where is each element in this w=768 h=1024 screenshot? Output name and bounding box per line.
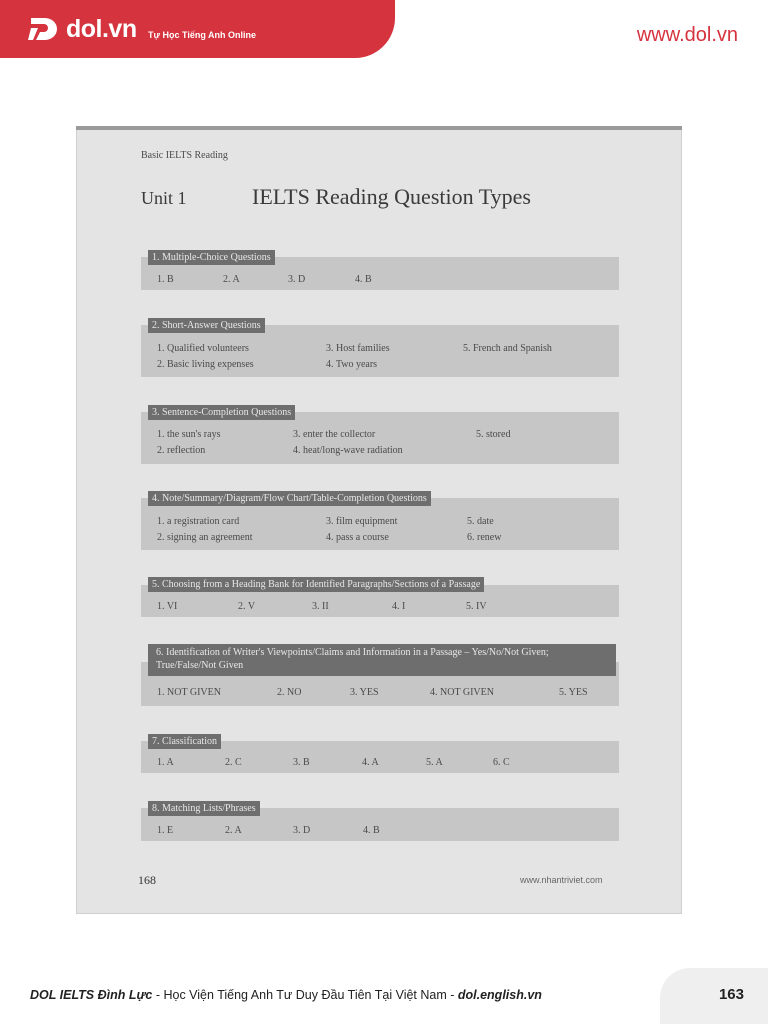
- answer-item: 3. D: [293, 825, 311, 836]
- page-header: [0, 0, 768, 60]
- answer-item: 4. NOT GIVEN: [430, 687, 494, 698]
- answer-item: 2. C: [225, 757, 242, 768]
- answer-item: 4. Two years: [326, 359, 378, 370]
- website-link[interactable]: www.dol.vn: [636, 24, 738, 46]
- scan-page-number: 168: [138, 873, 156, 887]
- answer-item: 3. B: [293, 757, 310, 768]
- answer-item: 1. A: [157, 757, 174, 768]
- answer-item: 5. stored: [476, 429, 511, 440]
- scanned-page: [76, 126, 682, 914]
- section-heading: 6. Identification of Writer's Viewpoints/Claims and Information in a Passage – Yes/No/Not Given; True/False/Not Given: [148, 644, 616, 676]
- answer-item: 2. A: [225, 825, 242, 836]
- page-title: IELTS Reading Question Types: [252, 184, 531, 209]
- section-heading: 8. Matching Lists/Phrases: [148, 801, 260, 816]
- answer-item: 1. NOT GIVEN: [157, 687, 221, 698]
- footer-credit: [30, 988, 542, 1002]
- answer-item: 4. heat/long-wave radiation: [293, 445, 403, 456]
- logo-tagline: Tự Học Tiếng Anh Online: [148, 30, 257, 40]
- footer-page-tab: [660, 968, 768, 1024]
- answer-item: 5. IV: [466, 601, 487, 612]
- answer-item: 1. VI: [157, 601, 178, 612]
- footer-site-link[interactable]: dol.english.vn: [457, 988, 542, 1002]
- section-heading: 7. Classification: [148, 734, 221, 749]
- answer-item: 3. enter the collector: [293, 429, 376, 440]
- answer-item: 4. I: [392, 601, 406, 612]
- answer-item: 6. C: [493, 757, 510, 768]
- answer-item: 2. V: [238, 601, 256, 612]
- answer-item: 2. A: [223, 274, 240, 285]
- answer-item: 5. YES: [559, 687, 588, 698]
- section-heading: 3. Sentence-Completion Questions: [148, 405, 295, 420]
- answer-item: 3. film equipment: [326, 516, 398, 527]
- answer-item: 5. date: [467, 516, 494, 527]
- answer-item: 4. B: [363, 825, 380, 836]
- answer-item: 5. A: [426, 757, 443, 768]
- answer-item: 2. signing an agreement: [157, 532, 253, 543]
- section-heading: 1. Multiple-Choice Questions: [148, 250, 275, 265]
- answer-item: 2. reflection: [157, 445, 206, 456]
- answer-item: 2. NO: [277, 687, 302, 698]
- running-head: Basic IELTS Reading: [141, 150, 228, 161]
- footer-brand: DOL IELTS Đình Lực: [30, 988, 153, 1002]
- answer-item: 2. Basic living expenses: [157, 359, 254, 370]
- answer-item: 4. A: [362, 757, 379, 768]
- answer-item: 1. the sun's rays: [157, 429, 221, 440]
- answer-item: 4. B: [355, 274, 372, 285]
- answer-item: 3. II: [312, 601, 329, 612]
- dol-logo-icon: [28, 14, 60, 44]
- answer-item: 1. E: [157, 825, 174, 836]
- section-heading: 4. Note/Summary/Diagram/Flow Chart/Table-Completion Questions: [148, 491, 431, 506]
- section-heading: 2. Short-Answer Questions: [148, 318, 265, 333]
- answer-item: 5. French and Spanish: [463, 343, 552, 354]
- answer-item: 3. Host families: [326, 343, 390, 354]
- footer-tagline: - Học Viện Tiếng Anh Tư Duy Đầu Tiên Tại Việt Nam -: [152, 988, 458, 1002]
- answer-item: 1. B: [157, 274, 174, 285]
- scan-source-url: www.nhantriviet.com: [520, 875, 603, 885]
- answer-item: 4. pass a course: [326, 532, 389, 543]
- answer-item: 1. a registration card: [157, 516, 240, 527]
- logo-wordmark[interactable]: dol.vn: [66, 15, 137, 43]
- answer-item: 3. D: [288, 274, 306, 285]
- section-heading: 5. Choosing from a Heading Bank for Identified Paragraphs/Sections of a Passage: [148, 577, 484, 592]
- footer-page-number: 163: [718, 986, 744, 1003]
- answer-item: 1. Qualified volunteers: [157, 343, 249, 354]
- header-brand-bar: [0, 0, 395, 58]
- answer-item: 6. renew: [467, 532, 502, 543]
- unit-label: Unit 1: [141, 188, 187, 208]
- answer-item: 3. YES: [350, 687, 379, 698]
